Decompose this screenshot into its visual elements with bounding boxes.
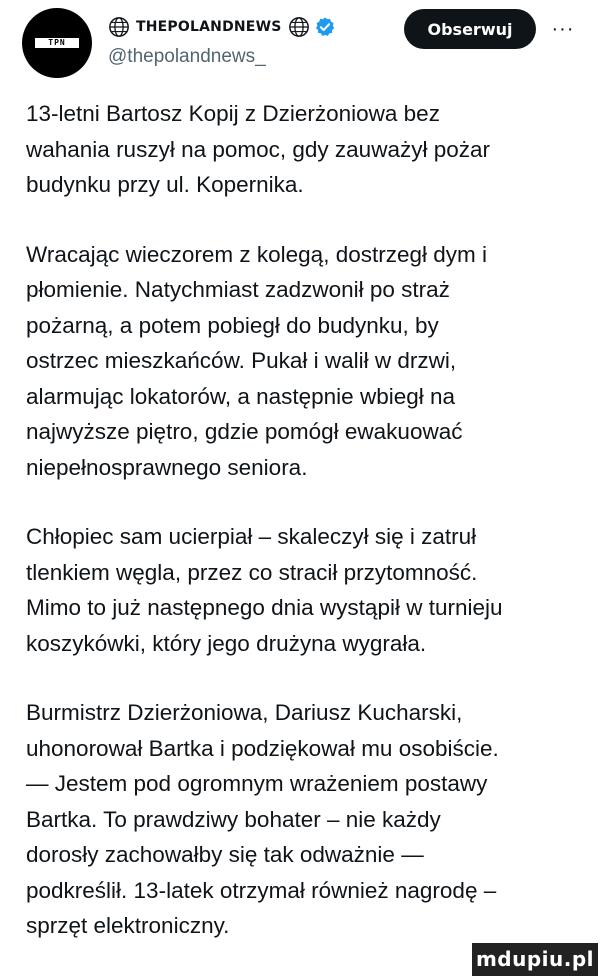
tweet-paragraph: Burmistrz Dzierżoniowa, Dariusz Kucharski, uhonorował Bartka i podziękował mu osobiście. — Jestem pod ogromnym wrażeniem postawy Bartka. To prawdziwy bohater – nie każdy dorosły zachowałby się tak odważnie — podkreślił. 13-latek otrzymał również nagrodę – sprzęt elektroniczny. — [26, 700, 499, 938]
globe-icon — [108, 16, 130, 38]
watermark: mdupiu.pl — [472, 943, 598, 976]
avatar[interactable] — [22, 8, 92, 78]
tweet-paragraph: Chłopiec sam ucierpiał – skaleczył się i zatruł tlenkiem węgla, przez co stracił przytomność. Mimo to już następnego dnia wystąpił w turnieju koszykówki, który jego drużyna wygrała. — [26, 524, 503, 656]
tweet-text — [26, 96, 596, 978]
avatar-logo-text: TPN — [48, 38, 66, 47]
more-options-icon[interactable]: ··· — [551, 18, 575, 40]
tweet-header — [0, 0, 600, 90]
account-name[interactable]: THEPOLANDNEWS — [136, 19, 282, 35]
account-handle[interactable]: @thepolandnews_ — [108, 46, 266, 67]
tweet-paragraph: 13-letni Bartosz Kopij z Dzierżoniowa bez wahania ruszył na pomoc, gdy zauważył pożar budynku przy ul. Kopernika. — [26, 101, 490, 197]
account-name-row — [108, 14, 336, 40]
follow-button[interactable]: Obserwuj — [404, 9, 536, 49]
tweet-paragraph: Wracając wieczorem z kolegą, dostrzegł dym i płomienie. Natychmiast zadzwonił po straż pożarną, a potem pobiegł do budynku, by ostrzec mieszkańców. Pukał i walił w drzwi, alarmując lokatorów, a następnie wbiegł na najwyższe piętro, gdzie pomógł ewakuować niepełnosprawnego seniora. — [26, 241, 487, 480]
verified-badge-icon — [314, 16, 336, 38]
globe-icon — [288, 16, 310, 38]
